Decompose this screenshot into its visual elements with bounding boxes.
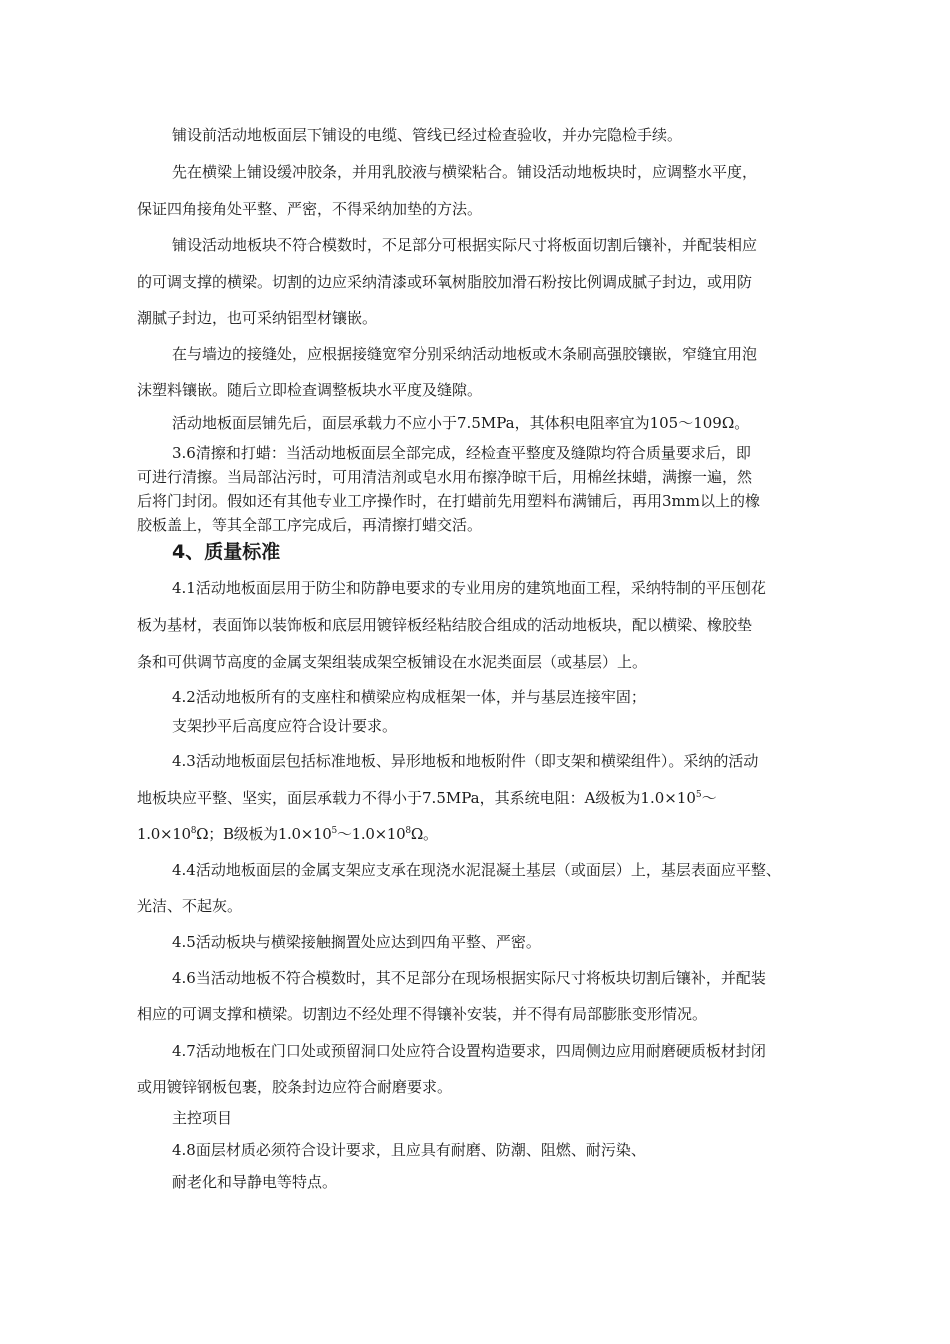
paragraph-line: 4.3活动地板面层包括标准地板、异形地板和地板附件（即支架和横梁组件）。采纳的活动 (172, 752, 759, 770)
paragraph-line: 4.8面层材质必须符合设计要求，且应具有耐磨、防潮、阻燃、耐污染、 (172, 1141, 646, 1159)
paragraph-line: 光洁、不起灰。 (137, 897, 243, 915)
paragraph-line: 可进行清擦。当局部沾污时，可用清洁剂或皂水用布擦净晾干后，用棉丝抹蜡，满擦一遍，然 (137, 468, 753, 486)
paragraph-line: 或用镀锌钢板包裹，胶条封边应符合耐磨要求。 (137, 1078, 453, 1096)
paragraph-line: 铺设活动地板块不符合模数时，不足部分可根据实际尺寸将板面切割后镶补，并配装相应 (172, 236, 758, 254)
paragraph-line: 板为基材，表面饰以装饰板和底层用镀锌板经粘结胶合组成的活动地板块，配以横梁、橡胶垫 (137, 616, 753, 634)
superscript: 8 (190, 826, 197, 836)
text-run: ～ (701, 789, 717, 807)
paragraph-line: 先在横梁上铺设缓冲胶条，并用乳胶液与横梁粘合。铺设活动地板块时，应调整水平度， (172, 163, 758, 181)
text-run: Ω；B级板为1.0×10 (196, 825, 332, 843)
paragraph-line (137, 824, 438, 844)
section-heading: 4、质量标准 (172, 541, 281, 563)
paragraph-line: 在与墙边的接缝处，应根据接缝宽窄分别采纳活动地板或木条刷高强胶镶嵌，窄缝宜用泡 (172, 345, 758, 363)
paragraph-line: 4.2活动地板所有的支座柱和横梁应构成框架一体，并与基层连接牢固； (172, 688, 646, 706)
paragraph-line: 4.7活动地板在门口处或预留洞口处应符合设置构造要求，四周侧边应用耐磨硬质板材封闭 (172, 1042, 766, 1060)
text-run: 1.0×10 (137, 825, 191, 843)
paragraph-line: 后将门封闭。假如还有其他专业工序操作时，在打蜡前先用塑料布满铺后，再用3mm以上的橡 (137, 492, 760, 510)
text-run: 地板块应平整、坚实，面层承载力不得小于7.5MPa，其系统电阻：A级板为1.0×10 (137, 789, 696, 807)
paragraph-line (137, 788, 717, 808)
superscript: 5 (331, 826, 337, 836)
paragraph-line: 沫塑料镶嵌。随后立即检查调整板块水平度及缝隙。 (137, 381, 483, 399)
paragraph-line: 胶板盖上，等其全部工序完成后，再清擦打蜡交活。 (137, 516, 483, 534)
paragraph-line: 耐老化和导静电等特点。 (172, 1173, 338, 1191)
paragraph-line: 支架抄平后高度应符合设计要求。 (172, 717, 398, 735)
text-run: Ω。 (410, 825, 438, 843)
paragraph-line: 4.1活动地板面层用于防尘和防静电要求的专业用房的建筑地面工程，采纳特制的平压刨花 (172, 579, 766, 597)
paragraph-line: 保证四角接角处平整、严密，不得采纳加垫的方法。 (137, 200, 483, 218)
paragraph-line: 铺设前活动地板面层下铺设的电缆、管线已经过检查验收，并办完隐检手续。 (172, 126, 683, 144)
superscript: 8 (405, 826, 411, 836)
text-run: ～1.0×10 (336, 825, 406, 843)
paragraph-line: 活动地板面层铺先后，面层承载力不应小于7.5MPa，其体积电阻率宜为105～109Ω。 (172, 414, 750, 432)
paragraph-line: 相应的可调支撑和横梁。切割边不经处理不得镶补安装，并不得有局部膨胀变形情况。 (137, 1005, 708, 1023)
paragraph-line: 条和可供调节高度的金属支架组装成架空板铺设在水泥类面层（或基层）上。 (137, 653, 648, 671)
superscript: 5 (695, 790, 702, 800)
subsection-label: 主控项目 (172, 1109, 233, 1127)
paragraph-line: 4.4活动地板面层的金属支架应支承在现浇水泥混凝土基层（或面层）上，基层表面应平整、 (172, 861, 781, 879)
paragraph-line: 4.6当活动地板不符合模数时，其不足部分在现场根据实际尺寸将板块切割后镶补，并配装 (172, 969, 766, 987)
paragraph-line: 潮腻子封边，也可采纳铝型材镶嵌。 (137, 309, 378, 327)
paragraph-line: 3.6清擦和打蜡：当活动地板面层全部完成，经检查平整度及缝隙均符合质量要求后，即 (172, 444, 751, 462)
paragraph-line: 4.5活动板块与横梁接触搁置处应达到四角平整、严密。 (172, 933, 541, 951)
paragraph-line: 的可调支撑的横梁。切割的边应采纳清漆或环氧树脂胶加滑石粉按比例调成腻子封边，或用防 (137, 273, 753, 291)
